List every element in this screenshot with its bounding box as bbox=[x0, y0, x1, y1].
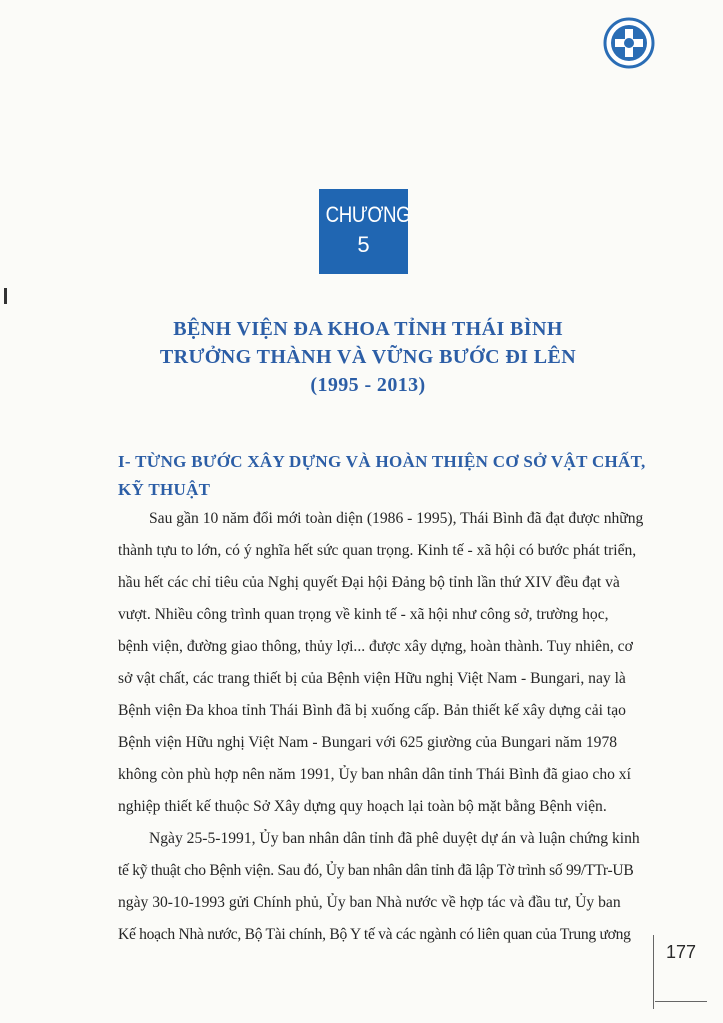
page-number-divider-vertical bbox=[653, 935, 654, 1009]
body-line: Bệnh viện Đa khoa tỉnh Thái Bình đã bị xuống cấp. Bản thiết kế xây dựng cải tạo bbox=[118, 702, 626, 719]
body-line: hầu hết các chỉ tiêu của Nghị quyết Đại hội Đảng bộ tỉnh lần thứ XIV đều đạt và bbox=[118, 574, 620, 591]
page-number-divider-horizontal bbox=[655, 1001, 707, 1002]
scan-edge-mark bbox=[4, 288, 7, 304]
chapter-title-years: (1995 - 2013) bbox=[310, 374, 426, 396]
body-line: Sau gần 10 năm đổi mới toàn diện (1986 - 1995), Thái Bình đã đạt được những bbox=[149, 510, 644, 527]
body-line: không còn phù hợp nên năm 1991, Ủy ban nhân dân tỉnh Thái Bình đã giao cho xí bbox=[118, 766, 631, 783]
body-line: vượt. Nhiều công trình quan trọng về kinh tế - xã hội như công sở, trường học, bbox=[118, 606, 609, 623]
body-line: bệnh viện, đường giao thông, thủy lợi... được xây dựng, hoàn thành. Tuy nhiên, cơ bbox=[118, 638, 633, 655]
body-line: Bệnh viện Hữu nghị Việt Nam - Bungari với 625 giường của Bungari năm 1978 bbox=[118, 734, 618, 751]
body-line: nghiệp thiết kế thuộc Sở Xây dựng quy hoạch lại toàn bộ mặt bằng Bệnh viện. bbox=[118, 798, 607, 815]
body-line: thành tựu to lớn, có ý nghĩa hết sức quan trọng. Kinh tế - xã hội có bước phát triển, bbox=[118, 542, 637, 559]
body-line: Kế hoạch Nhà nước, Bộ Tài chính, Bộ Y tế và các ngành có liên quan của Trung ương bbox=[118, 926, 631, 943]
body-line: sở vật chất, các trang thiết bị của Bệnh viện Hữu nghị Việt Nam - Bungari, nay là bbox=[118, 670, 626, 687]
body-line: ngày 30-10-1993 gửi Chính phủ, Ủy ban Nhà nước về hợp tác và đầu tư, Ủy ban bbox=[118, 894, 621, 911]
chapter-title-line-2: TRƯỞNG THÀNH VÀ VỮNG BƯỚC ĐI LÊN bbox=[159, 346, 577, 368]
chapter-label: CHƯƠNG bbox=[325, 202, 411, 227]
page-number: 177 bbox=[666, 942, 697, 962]
body-line: Ngày 25-5-1991, Ủy ban nhân dân tỉnh đã phê duyệt dự án và luận chứng kinh bbox=[149, 830, 640, 847]
chapter-number: 5 bbox=[357, 232, 370, 257]
section-heading-line-1: I- TỪNG BƯỚC XÂY DỰNG VÀ HOÀN THIỆN CƠ SỞ VẬT CHẤT, bbox=[118, 452, 646, 471]
hospital-emblem-icon bbox=[603, 17, 655, 69]
body-line: tế kỹ thuật cho Bệnh viện. Sau đó, Ủy ban nhân dân tỉnh đã lập Tờ trình số 99/TTr-UB bbox=[118, 862, 634, 879]
chapter-title-line-1: BỆNH VIỆN ĐA KHOA TỈNH THÁI BÌNH bbox=[173, 318, 563, 340]
chapter-badge bbox=[319, 189, 411, 274]
section-heading-line-2: KỸ THUẬT bbox=[118, 480, 211, 499]
